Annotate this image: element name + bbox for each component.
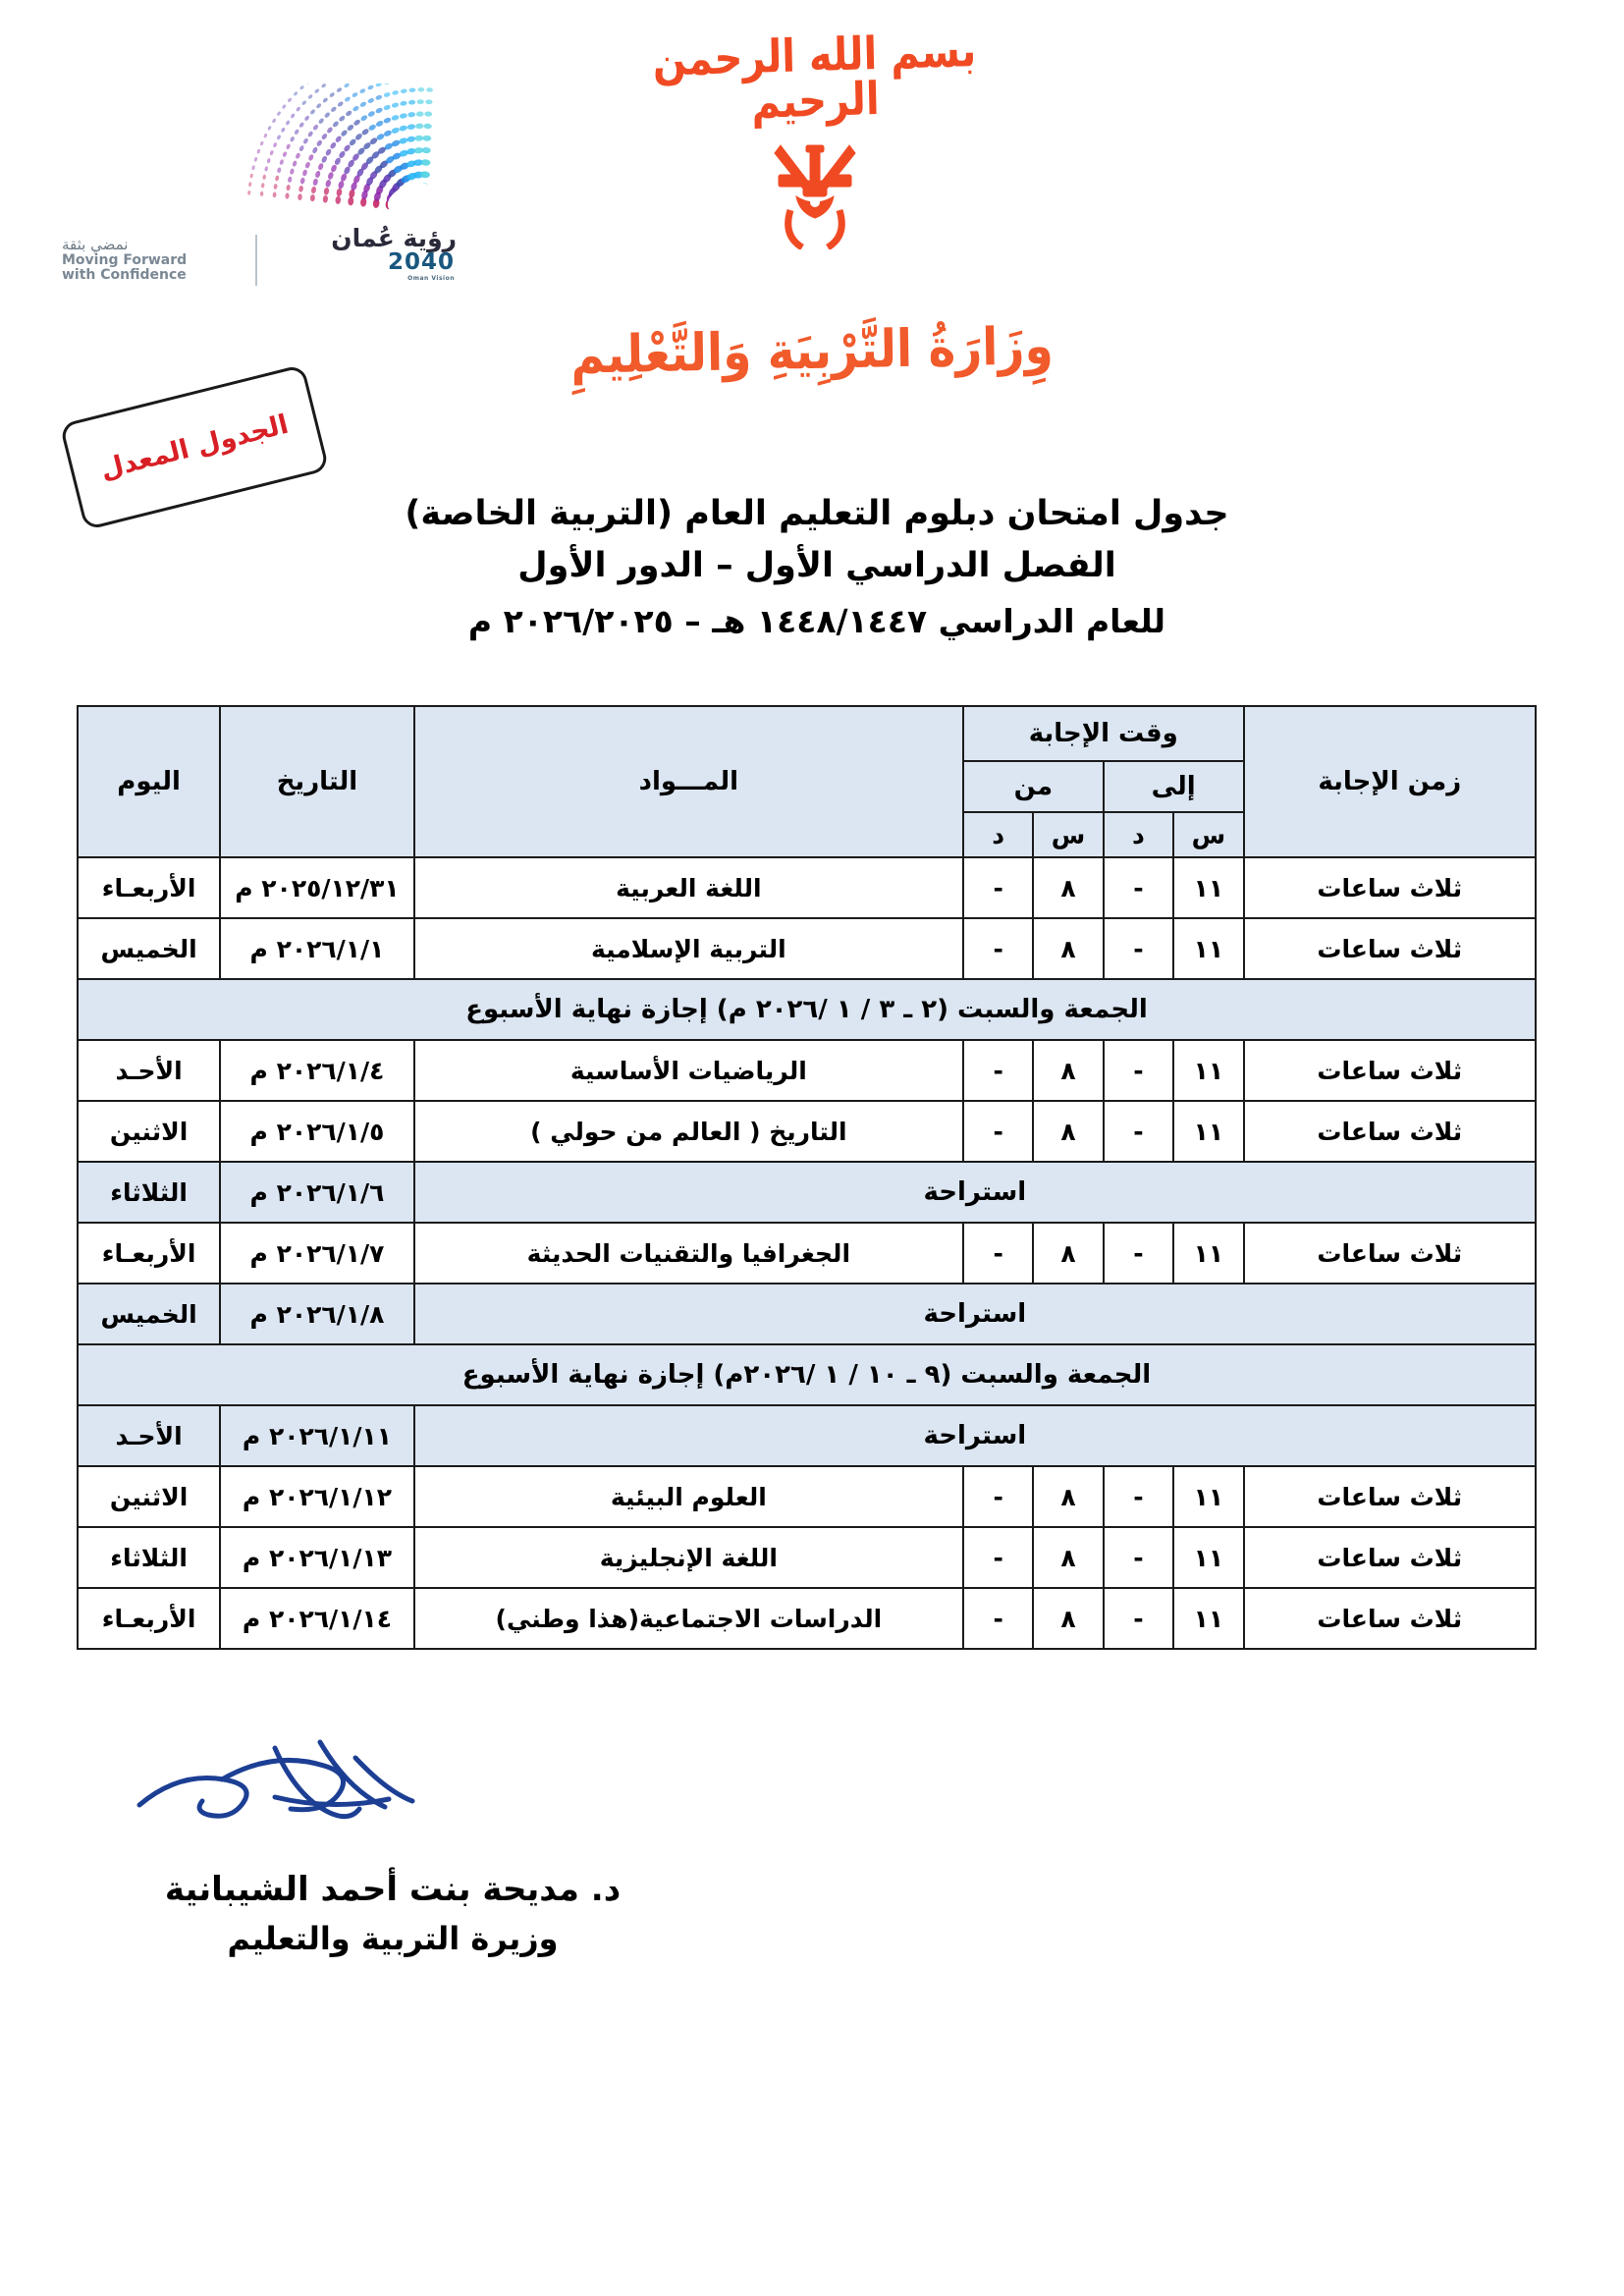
cell-from-hour: ٨ [1033,1040,1103,1101]
cell-duration: ثلاث ساعات [1244,1527,1536,1588]
table-row [78,918,1536,979]
cell-to-minute: - [1104,1040,1173,1101]
cell-duration: ثلاث ساعات [1244,1466,1536,1527]
cell-date: ٢٠٢٦/١/١١ م [220,1405,414,1466]
cell-subject: العلوم البيئية [414,1466,963,1527]
cell-day: الأربعـاء [78,1588,220,1649]
cell-subject: اللغة الإنجليزية [414,1527,963,1588]
cell-date: ٢٠٢٦/١/٤ م [220,1040,414,1101]
oman-national-emblem-icon [761,132,869,249]
cell-duration: ثلاث ساعات [1244,1101,1536,1162]
document-title-block [118,491,1516,643]
rest-note: استراحة [414,1162,1536,1223]
table-head [78,706,1536,857]
cell-to-minute: - [1104,1527,1173,1588]
cell-day: الأربعـاء [78,857,220,918]
cell-day: الاثنين [78,1101,220,1162]
cell-to-hour: ١١ [1173,1527,1243,1588]
table-row [78,979,1536,1040]
cell-subject: التاريخ ( العالم من حولي ) [414,1101,963,1162]
cell-to-minute: - [1104,857,1173,918]
table-row [78,1405,1536,1466]
cell-from-minute: - [963,1588,1033,1649]
oman-vision-2040-logo [54,74,466,290]
cell-date: ٢٠٢٦/١/٦ م [220,1162,414,1223]
cell-to-hour: ١١ [1173,1588,1243,1649]
cell-from-hour: ٨ [1033,1223,1103,1284]
cell-from-hour: ٨ [1033,1101,1103,1162]
table-row [78,1040,1536,1101]
cell-from-minute: - [963,1101,1033,1162]
minister-name: د. مديحة بنت أحمد الشيبانية [164,1870,622,1909]
cell-from-minute: - [963,1527,1033,1588]
cell-date: ٢٠٢٦/١/١٢ م [220,1466,414,1527]
cell-to-hour: ١١ [1173,918,1243,979]
cell-to-hour: ١١ [1173,1223,1243,1284]
cell-duration: ثلاث ساعات [1244,1040,1536,1101]
vision-tagline [62,237,187,284]
cell-day: الخميس [78,1284,220,1344]
table-row [78,1101,1536,1162]
cell-day: الثلاثاء [78,1527,220,1588]
table-row [78,1588,1536,1649]
exam-schedule-table [77,705,1537,1650]
cell-from-minute: - [963,1040,1033,1101]
cell-day: الثلاثاء [78,1162,220,1223]
col-header-to-hour: س [1173,812,1243,857]
table-row [78,1284,1536,1344]
cell-to-hour: ١١ [1173,1040,1243,1101]
cell-from-minute: - [963,1223,1033,1284]
cell-date: ٢٠٢٦/١/٨ م [220,1284,414,1344]
table-row [78,1527,1536,1588]
cell-from-hour: ٨ [1033,1466,1103,1527]
cell-day: الأربعـاء [78,1223,220,1284]
cell-duration: ثلاث ساعات [1244,857,1536,918]
col-header-from-minute: د [963,812,1033,857]
col-header-date: التاريخ [220,706,414,857]
vision-arabic-name: رؤية عُمان [331,224,457,252]
cell-day: الخميس [78,918,220,979]
cell-from-hour: ٨ [1033,918,1103,979]
cell-date: ٢٠٢٥/١٢/٣١ م [220,857,414,918]
holiday-note: الجمعة والسبت (٢ ـ ٣ / ١ /٢٠٢٦ م) إجازة نهاية الأسبوع [78,979,1536,1040]
cell-subject: التربية الإسلامية [414,918,963,979]
minister-signature-mark [128,1728,501,1846]
rest-note: استراحة [414,1405,1536,1466]
logo-divider [255,235,257,286]
cell-to-minute: - [1104,1588,1173,1649]
ministry-name: وِزَارَةُ التَّرْبِيَةِ وَالتَّعْلِيمِ [569,315,1055,387]
holiday-note: الجمعة والسبت (٩ ـ ١٠ / ١ /٢٠٢٦م) إجازة نهاية الأسبوع [78,1344,1536,1405]
cell-day: الأحـد [78,1040,220,1101]
cell-from-hour: ٨ [1033,1588,1103,1649]
cell-date: ٢٠٢٦/١/١٤ م [220,1588,414,1649]
cell-to-hour: ١١ [1173,1466,1243,1527]
vision-fan-icon [231,83,457,231]
vision-tagline-en-1: Moving Forward [62,251,188,268]
stamp-label: الجدول المعدل [97,409,292,486]
cell-to-hour: ١١ [1173,857,1243,918]
cell-day: الأحـد [78,1405,220,1466]
table-row [78,1162,1536,1223]
cell-subject: الجغرافيا والتقنيات الحديثة [414,1223,963,1284]
table-row [78,1344,1536,1405]
col-header-to-minute: د [1104,812,1173,857]
cell-date: ٢٠٢٦/١/١ م [220,918,414,979]
col-header-from: من [963,761,1104,812]
table-body [78,857,1536,1649]
cell-to-minute: - [1104,918,1173,979]
title-academic-year: للعام الدراسي ١٤٤٨/١٤٤٧ هـ – ٢٠٢٦/٢٠٢٥ م [467,601,1166,640]
cell-duration: ثلاث ساعات [1244,1223,1536,1284]
table-row [78,1466,1536,1527]
cell-from-hour: ٨ [1033,1527,1103,1588]
cell-from-hour: ٨ [1033,857,1103,918]
title-semester: الفصل الدراسي الأول – الدور الأول [517,546,1116,586]
cell-date: ٢٠٢٦/١/٧ م [220,1223,414,1284]
cell-to-minute: - [1104,1101,1173,1162]
page-title: جدول امتحان دبلوم التعليم العام (التربية الخاصة) [405,494,1229,533]
cell-duration: ثلاث ساعات [1244,918,1536,979]
cell-to-hour: ١١ [1173,1101,1243,1162]
cell-date: ٢٠٢٦/١/١٣ م [220,1527,414,1588]
col-header-day: اليوم [78,706,220,857]
cell-date: ٢٠٢٦/١/٥ م [220,1101,414,1162]
cell-from-minute: - [963,857,1033,918]
col-header-to: إلى [1104,761,1244,812]
cell-duration: ثلاث ساعات [1244,1588,1536,1649]
vision-tagline-ar: نمضي بثقة [62,235,129,253]
cell-from-minute: - [963,918,1033,979]
cell-day: الاثنين [78,1466,220,1527]
cell-subject: الرياضيات الأساسية [414,1040,963,1101]
cell-subject: اللغة العربية [414,857,963,918]
table-row [78,1223,1536,1284]
basmala-text: بسم الله الرحمن الرحيم [652,25,977,130]
cell-subject: الدراسات الاجتماعية(هذا وطني) [414,1588,963,1649]
col-header-duration: زمن الإجابة [1244,706,1536,857]
exam-schedule-table-wrap [77,705,1537,1650]
vision-tagline-en-2: with Confidence [62,267,187,284]
col-header-from-hour: س [1033,812,1103,857]
basmala-block [638,25,992,253]
vision-year: 2040 Oman Vision [387,249,455,282]
cell-to-minute: - [1104,1466,1173,1527]
cell-from-minute: - [963,1466,1033,1527]
table-row [78,857,1536,918]
rest-note: استراحة [414,1284,1536,1344]
col-header-answer-time: وقت الإجابة [963,706,1244,761]
col-header-subjects: المـــواد [414,706,963,857]
minister-role: وزيرة التربية والتعليم [227,1920,559,1957]
cell-to-minute: - [1104,1223,1173,1284]
